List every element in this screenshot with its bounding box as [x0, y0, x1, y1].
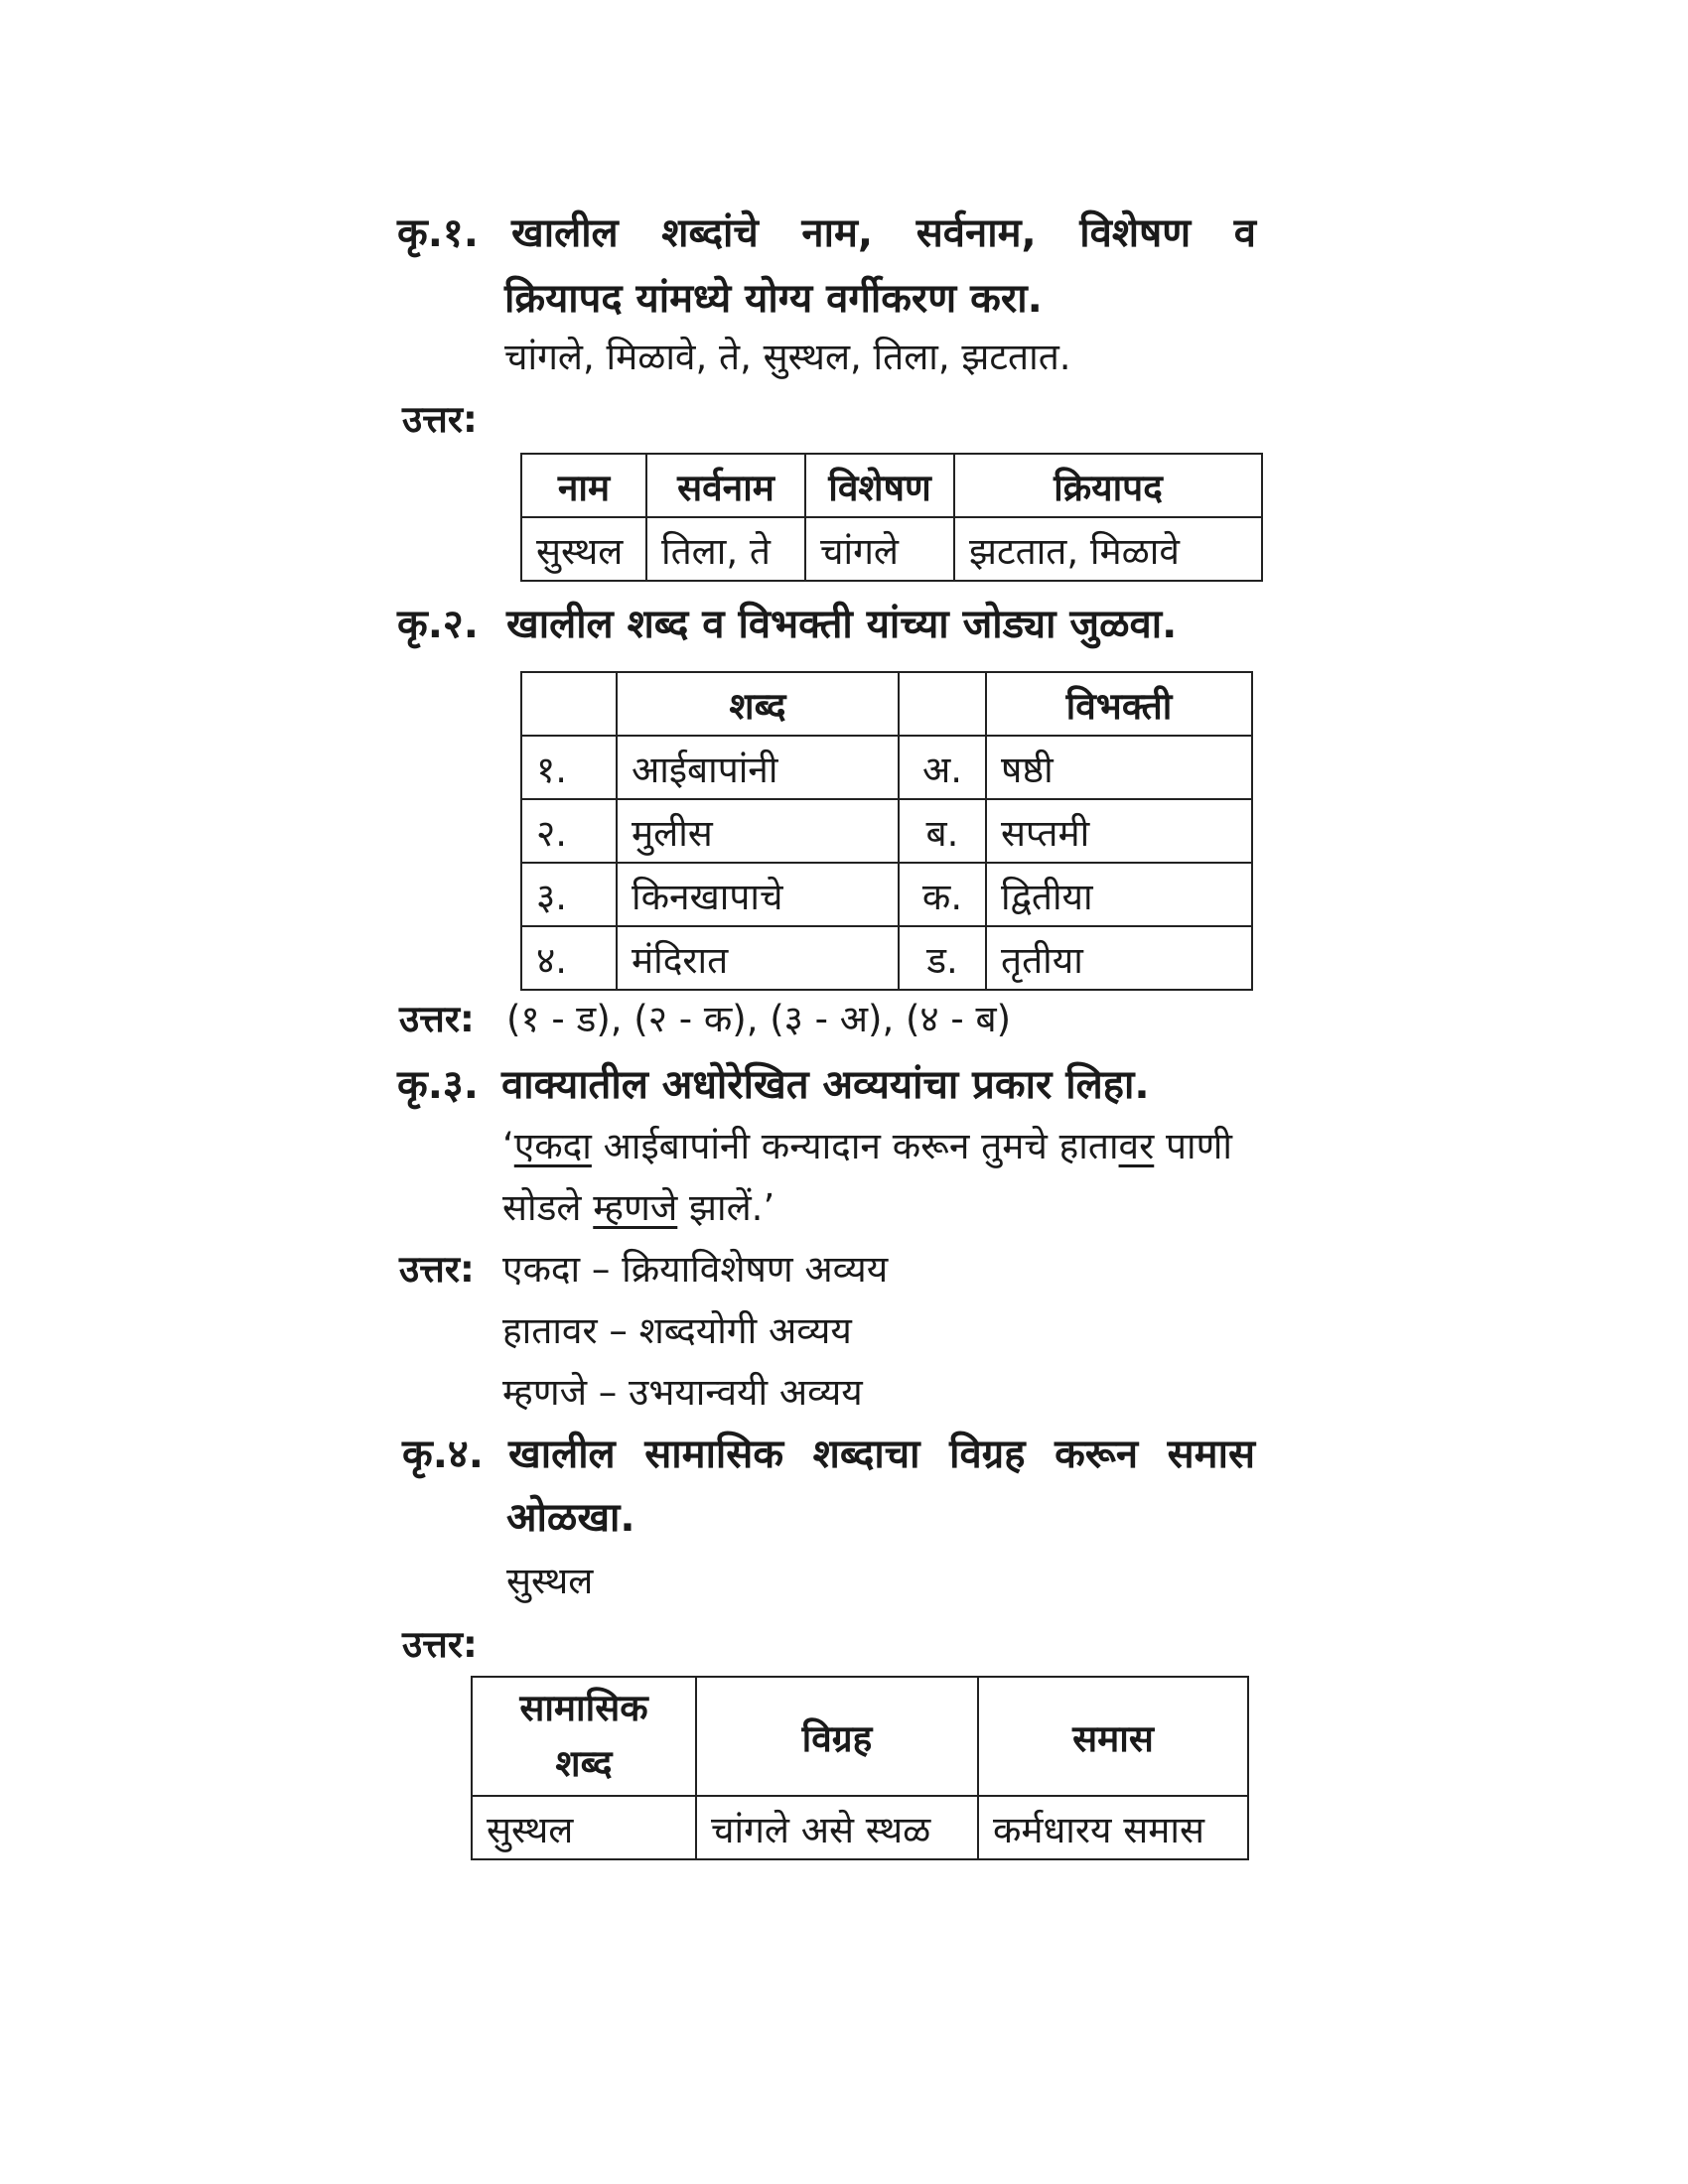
header-cell [472, 1677, 696, 1796]
table-cell: ड. [899, 926, 986, 990]
q1-answer-label: उत्तर: [402, 398, 478, 441]
sentence-text: पाणी [1154, 1125, 1232, 1167]
header-cell [521, 672, 617, 736]
header-cell: क्रियापद [954, 454, 1262, 517]
q3-prompt: वाक्यातील अधोरेखित अव्ययांचा प्रकार लिहा. [501, 1062, 1150, 1108]
q3-answer-label: उत्तर: [399, 1248, 475, 1291]
sentence-text: आईबापांनी कन्यादान करून तुमचे हाता [591, 1125, 1119, 1167]
q4-word: सुस्थल [506, 1560, 594, 1602]
q3-answer-3: म्हणजे – उभयान्वयी अव्यय [502, 1371, 863, 1414]
header-cell: सर्वनाम [646, 454, 805, 517]
underlined-word-ekda: एकदा [513, 1125, 592, 1167]
q4-answer-label: उत्तर: [402, 1623, 478, 1666]
table-cell: ब. [899, 799, 986, 863]
q4-prompt-line1: खालील सामासिक शब्दाचा विग्रह करून समास [508, 1432, 1255, 1477]
q4-samas-table [471, 1676, 1249, 1860]
q3-answer-2: हातावर – शब्दयोगी अव्यय [502, 1309, 852, 1352]
table-cell: तिला, ते [646, 517, 805, 581]
q2-matching-table [520, 671, 1253, 991]
header-text: शब्द [555, 1742, 613, 1785]
table-cell: ४. [521, 926, 617, 990]
table-cell: २. [521, 799, 617, 863]
table-row [521, 517, 1262, 581]
table-cell: चांगले [805, 517, 954, 581]
q2-answer-label: उत्तर: [399, 998, 475, 1040]
table-cell: सप्तमी [986, 799, 1252, 863]
table-row [521, 863, 1252, 926]
table-cell: षष्ठी [986, 736, 1252, 799]
table-cell: सुस्थल [521, 517, 646, 581]
q1-classification-table [520, 453, 1263, 582]
table-cell: तृतीया [986, 926, 1252, 990]
q1-prompt-line2: क्रियापद यांमध्ये योग्य वर्गीकरण करा. [504, 276, 1043, 322]
header-text: सामासिक [519, 1687, 648, 1729]
table-cell: ३. [521, 863, 617, 926]
underlined-word-var: वर [1118, 1125, 1155, 1167]
q1-number: कृ.१. [397, 210, 479, 256]
q4-prompt-line2: ओळखा. [506, 1495, 635, 1541]
table-cell: सुस्थल [472, 1796, 696, 1859]
open-quote: ‘ [502, 1125, 514, 1167]
q3-answer-1: एकदा – क्रियाविशेषण अव्यय [502, 1248, 889, 1291]
table-cell: झटतात, मिळावे [954, 517, 1262, 581]
q3-number: कृ.३. [397, 1062, 479, 1108]
table-cell: मुलीस [617, 799, 899, 863]
q1-prompt-line1: खालील शब्दांचे नाम, सर्वनाम, विशेषण व [511, 210, 1256, 256]
q3-sentence-line1 [502, 1122, 1232, 1171]
table-cell: १. [521, 736, 617, 799]
sentence-text: झालें.’ [677, 1186, 775, 1229]
table-cell: अ. [899, 736, 986, 799]
table-cell: कर्मधारय समास [978, 1796, 1248, 1859]
table-cell: आईबापांनी [617, 736, 899, 799]
q2-prompt: खालील शब्द व विभक्ती यांच्या जोड्या जुळवा. [506, 602, 1178, 647]
table-cell: क. [899, 863, 986, 926]
header-cell: नाम [521, 454, 646, 517]
table-row [521, 799, 1252, 863]
table-header-row [521, 672, 1252, 736]
q4-number: कृ.४. [402, 1432, 484, 1477]
header-cell [899, 672, 986, 736]
table-row [472, 1796, 1248, 1859]
q2-answer: (१ - ड), (२ - क), (३ - अ), (४ - ब) [506, 998, 1012, 1040]
table-header-row [521, 454, 1262, 517]
underlined-word-mhanaje: म्हणजे [593, 1186, 678, 1229]
q2-number: कृ.२. [397, 602, 479, 647]
q1-word-list: चांगले, मिळावे, ते, सुस्थल, तिला, झटतात. [504, 336, 1071, 378]
table-row [521, 736, 1252, 799]
table-cell: किनखापाचे [617, 863, 899, 926]
table-row [521, 926, 1252, 990]
header-cell: विशेषण [805, 454, 954, 517]
q3-sentence-line2 [502, 1183, 774, 1233]
table-cell: मंदिरात [617, 926, 899, 990]
table-header-row [472, 1677, 1248, 1796]
header-cell: शब्द [617, 672, 899, 736]
table-cell: द्वितीया [986, 863, 1252, 926]
header-cell: समास [978, 1677, 1248, 1796]
header-cell: विग्रह [696, 1677, 978, 1796]
header-cell: विभक्ती [986, 672, 1252, 736]
table-cell: चांगले असे स्थळ [696, 1796, 978, 1859]
sentence-text: सोडले [502, 1186, 594, 1229]
